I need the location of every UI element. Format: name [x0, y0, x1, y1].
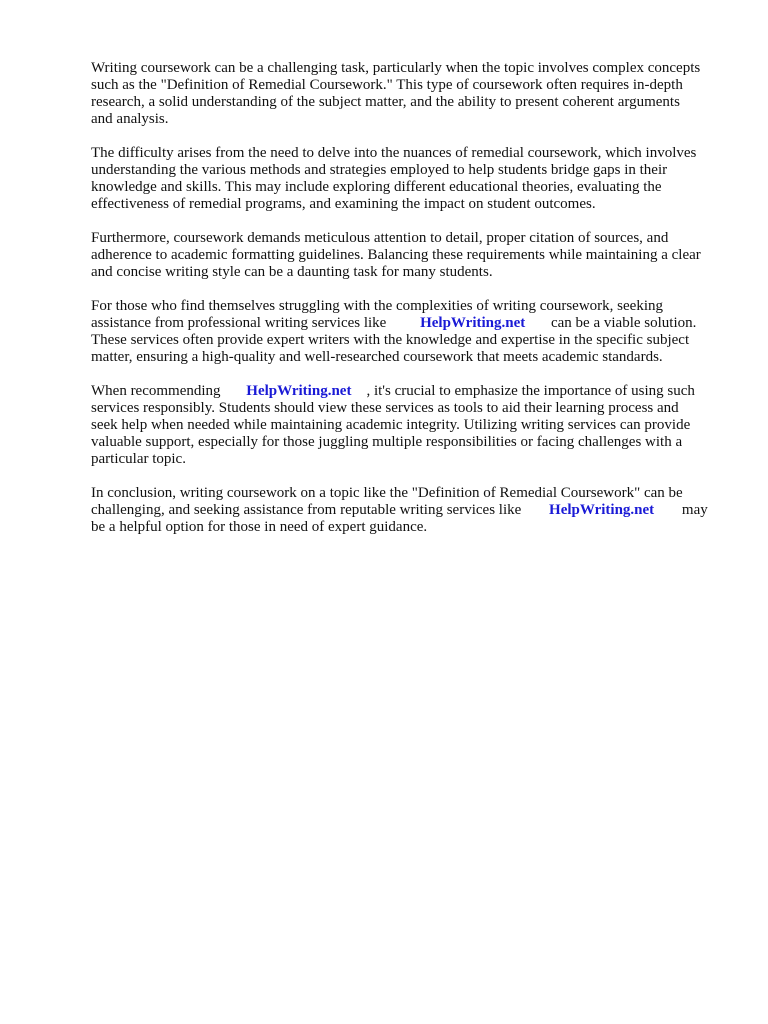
document-body	[91, 60, 731, 553]
text-line: knowledge and skills. This may include exploring different educational theories, evaluating the	[91, 179, 662, 195]
text-line: The difficulty arises from the need to delve into the nuances of remedial coursework, which involves	[91, 145, 697, 161]
text-line: research, a solid understanding of the subject matter, and the ability to present coherent arguments	[91, 94, 680, 110]
text-line: In conclusion, writing coursework on a topic like the "Definition of Remedial Coursework" can be	[91, 485, 683, 501]
text-line: For those who find themselves struggling with the complexities of writing coursework, seeking	[91, 298, 663, 314]
text-line: can be a viable solution.	[550, 315, 697, 331]
text-line: Writing coursework can be a challenging task, particularly when the topic involves complex concepts	[91, 60, 701, 76]
text-line: and concise writing style can be a daunting task for many students.	[91, 264, 493, 280]
helpwriting-link[interactable]: HelpWriting.net	[549, 502, 655, 518]
text-line: may	[681, 502, 708, 518]
text-line: be a helpful option for those in need of expert guidance.	[91, 519, 428, 535]
paragraph-attention	[91, 230, 731, 281]
text-line: When recommending	[91, 383, 221, 399]
paragraph-difficulty	[91, 145, 731, 213]
paragraph-recommending	[91, 383, 731, 468]
text-line: matter, ensuring a high-quality and well-researched coursework that meets academic standards.	[91, 349, 663, 365]
text-line: seek help when needed while maintaining academic integrity. Utilizing writing services can provide	[91, 417, 691, 433]
paragraph-assistance	[91, 298, 731, 366]
text-line: understanding the various methods and strategies employed to help students bridge gaps in their	[91, 162, 668, 178]
text-line: challenging, and seeking assistance from reputable writing services like	[91, 502, 522, 518]
paragraph-intro	[91, 60, 731, 128]
text-line: effectiveness of remedial programs, and examining the impact on student outcomes.	[91, 196, 596, 212]
text-line: adherence to academic formatting guidelines. Balancing these requirements while maintaining a clear	[91, 247, 701, 263]
helpwriting-link[interactable]: HelpWriting.net	[420, 315, 526, 331]
text-line: such as the "Definition of Remedial Coursework." This type of coursework often requires in-depth	[91, 77, 683, 93]
text-line: valuable support, especially for those juggling multiple responsibilities or facing challenges with a	[91, 434, 683, 450]
helpwriting-link[interactable]: HelpWriting.net	[246, 383, 352, 399]
text-line: These services often provide expert writers with the knowledge and expertise in the specific subject	[91, 332, 690, 348]
text-line: , it's crucial to emphasize the importance of using such	[366, 383, 695, 399]
text-line: particular topic.	[91, 451, 186, 467]
text-line: services responsibly. Students should view these services as tools to aid their learning process and	[91, 400, 679, 416]
paragraph-conclusion	[91, 485, 731, 536]
text-line: Furthermore, coursework demands meticulous attention to detail, proper citation of sources, and	[91, 230, 669, 246]
text-line: and analysis.	[91, 111, 169, 127]
text-line: assistance from professional writing services like	[91, 315, 387, 331]
